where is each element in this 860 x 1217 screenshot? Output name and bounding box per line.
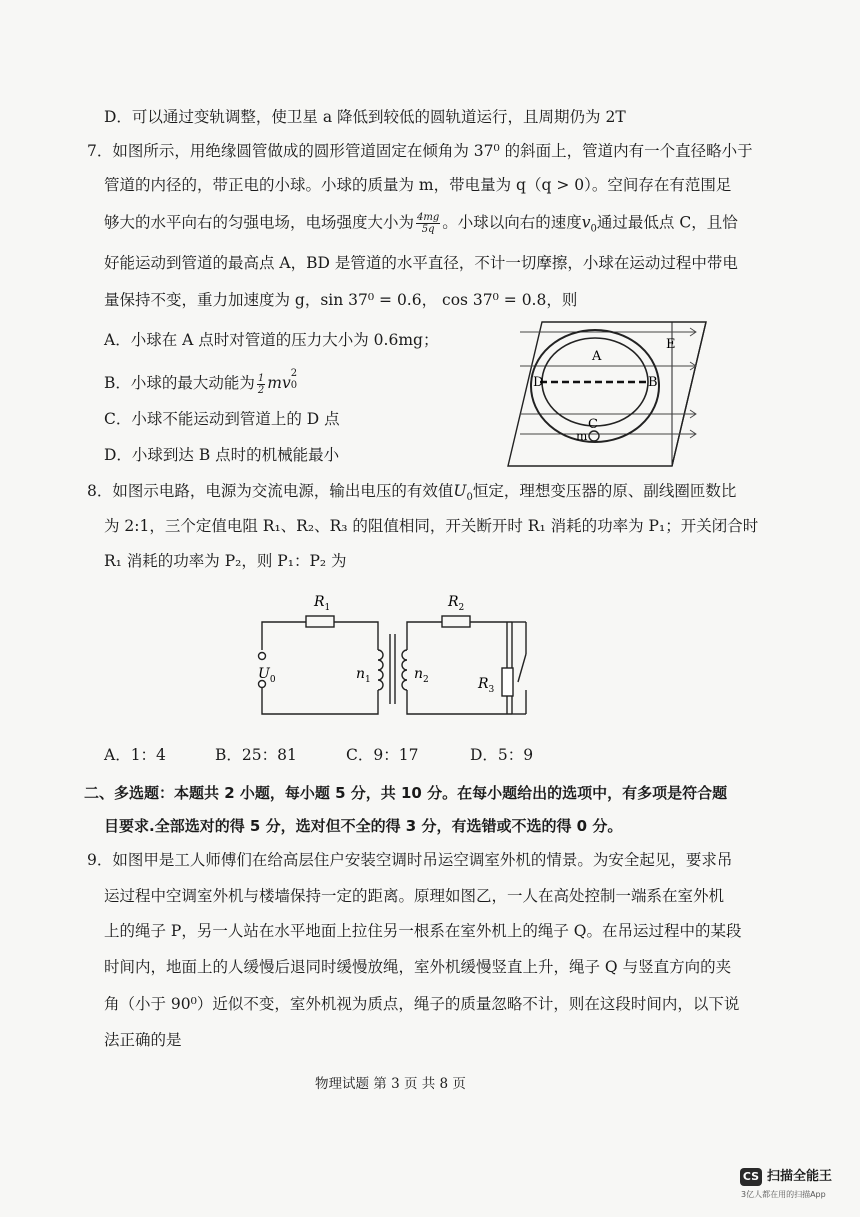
- q7-line-5: 量保持不变，重力加速度为 g，sin 37⁰ = 0.6， cos 37⁰ = 0.8，则: [104, 291, 578, 309]
- label-r1: $R_1$: [314, 594, 331, 613]
- q8-line-3: R₁ 消耗的功率为 P₂，则 P₁：P₂ 为: [104, 552, 347, 570]
- q9-line-4: 时间内，地面上的人缓慢后退同时缓慢放绳，室外机缓慢竖直上升，绳子 Q 与竖直方向的夹: [104, 958, 732, 976]
- q7-pipe-on-incline-figure: [500, 318, 712, 470]
- q8-option-c: C．9：17: [346, 746, 419, 764]
- label-e: E: [666, 337, 676, 352]
- q9-line-5: 角（小于 90⁰）近似不变，室外机视为质点，绳子的质量忽略不计，则在这段时间内，以下说: [104, 995, 740, 1013]
- q8-line-1: 8．如图示电路，电源为交流电源，输出电压的有效值$U_0$恒定，理想变压器的原、副线圈匝数比: [87, 482, 737, 504]
- q6-option-d: D．可以通过变轨调整，使卫星 a 降低到较低的圆轨道运行，且周期仍为 2T: [104, 108, 626, 126]
- section-2-heading-line-2: 目要求.全部选对的得 5 分，选对但不全的得 3 分，有选错或不选的得 0 分。: [104, 817, 623, 835]
- field-fraction: $\frac{4mg}{5q}$: [417, 212, 440, 235]
- label-c: C: [588, 417, 598, 432]
- label-b: B: [648, 375, 658, 390]
- q8-option-a: A．1：4: [104, 746, 166, 764]
- q7-line-3: 够大的水平向右的匀强电场，电场强度大小为 $\frac{4mg}{5q}$ 。小球以向右的速度$v_0$通过最低点 C，且恰: [104, 212, 738, 235]
- section-2-heading-line-1: 二、多选题：本题共 2 小题，每小题 5 分，共 10 分。在每小题给出的选项中，有多项是符合题: [84, 784, 728, 802]
- camscanner-logo: CS: [740, 1168, 762, 1186]
- q9-line-3: 上的绳子 P，另一人站在水平地面上拉住另一根系在室外机上的绳子 Q。在吊运过程中的某段: [104, 922, 742, 940]
- q7-line-2: 管道的内径的，带正电的小球。小球的质量为 m，带电量为 q（q > 0）。空间存在有范围足: [104, 176, 732, 194]
- watermark-tagline: 3亿人都在用的扫描App: [741, 1190, 826, 1199]
- label-n2: $n_2$: [414, 666, 429, 685]
- label-a: A: [592, 349, 602, 364]
- q9-line-2: 运过程中空调室外机与楼墙保持一定的距离。原理如图乙，一人在高处控制一端系在室外机: [104, 887, 725, 905]
- q9-line-6: 法正确的是: [104, 1031, 182, 1049]
- q8-option-b: B．25：81: [215, 746, 297, 764]
- q7-option-a: A．小球在 A 点时对管道的压力大小为 0.6mg；: [104, 331, 439, 349]
- label-r2: $R_2$: [448, 594, 465, 613]
- q8-option-d: D．5：9: [470, 746, 534, 764]
- q7-option-d: D．小球到达 B 点时的机械能最小: [104, 446, 340, 464]
- q7-option-c: C．小球不能运动到管道上的 D 点: [104, 410, 340, 428]
- q7-option-b: B．小球的最大动能为 $\frac{1}{2}$ mv 2 0: [104, 368, 298, 396]
- watermark-name: 扫描全能王: [767, 1169, 833, 1184]
- page-footer: 物理试题 第 3 页 共 8 页: [315, 1076, 466, 1092]
- q7-line-4: 好能运动到管道的最高点 A，BD 是管道的水平直径，不计一切摩擦，小球在运动过程中带电: [104, 254, 738, 272]
- label-n1: $n_1$: [356, 666, 371, 685]
- q8-circuit-diagram: [250, 586, 540, 744]
- label-d: D: [533, 375, 544, 390]
- q9-line-1: 9．如图甲是工人师傅们在给高层住户安装空调时吊运空调室外机的情景。为安全起见，要求吊: [87, 851, 733, 869]
- label-u0: $U_0$: [258, 666, 276, 685]
- label-r3: $R_3$: [478, 676, 495, 695]
- label-m: m: [576, 429, 588, 443]
- q7-line-1: 7．如图所示，用绝缘圆管做成的圆形管道固定在倾角为 37⁰ 的斜面上，管道内有一个直径略小于: [87, 142, 753, 160]
- q8-line-2: 为 2:1，三个定值电阻 R₁、R₂、R₃ 的阻值相同，开关断开时 R₁ 消耗的功率为 P₁；开关闭合时: [104, 517, 759, 535]
